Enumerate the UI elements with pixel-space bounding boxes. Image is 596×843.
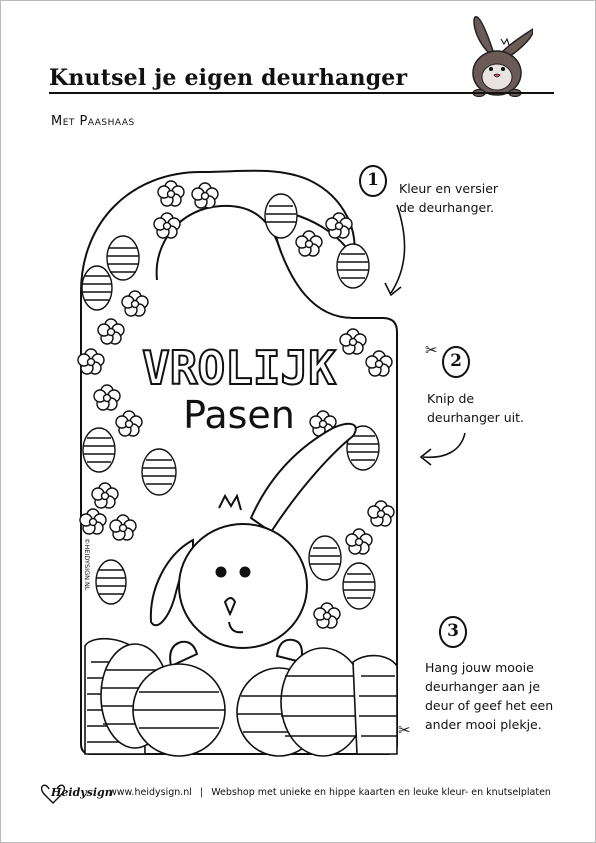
page-subtitle: Met Paashaas <box>51 114 135 129</box>
footer-text <box>109 787 551 798</box>
footer <box>41 779 571 809</box>
step-3-line-2: deurhanger aan je <box>425 679 541 694</box>
step-3-badge <box>438 614 468 648</box>
step-2-number: 2 <box>450 351 462 371</box>
footer-tagline: Webshop met unieke en hippe kaarten en leuke kleur- en knutselplaten <box>211 787 551 798</box>
scissors-icon: ✂ <box>425 341 438 359</box>
scissors-icon: ✂ <box>398 721 411 739</box>
step-1-text <box>399 179 498 217</box>
footer-website[interactable]: www.heidysign.nl <box>109 787 192 798</box>
step-2-line-2: deurhanger uit. <box>427 410 524 425</box>
step-1-line-1: Kleur en versier <box>399 181 499 196</box>
step-3-number: 3 <box>447 621 459 641</box>
footer-logo-text: Heidysign <box>51 786 113 799</box>
bottom-eggs <box>85 639 397 756</box>
step-3-line-4: ander mooi plekje. <box>425 717 542 732</box>
step-2-badge <box>441 344 471 378</box>
footer-separator: | <box>199 787 204 798</box>
step-3-line-1: Hang jouw mooie <box>425 660 534 675</box>
step-1-badge <box>358 163 388 197</box>
step-3-text <box>425 658 553 734</box>
door-hanger-artwork <box>71 166 406 766</box>
step-1-number: 1 <box>367 170 379 190</box>
copyright-text: ©HEIDYSIGN.NL <box>83 538 91 591</box>
pasen-text: Pasen <box>183 393 295 437</box>
step-3-line-3: deur of geef het een <box>425 698 554 713</box>
step-2-text <box>427 389 524 427</box>
title-underline <box>49 92 554 94</box>
step-2-line-1: Knip de <box>427 391 475 406</box>
arrow-down-icon <box>379 201 409 301</box>
arrow-left-icon <box>411 429 471 469</box>
step-1-line-2: de deurhanger. <box>399 200 495 215</box>
bunny-corner-icon <box>453 11 533 97</box>
page-title: Knutsel je eigen deurhanger <box>49 65 408 91</box>
vrolijk-text: VROLIJK <box>142 341 336 395</box>
